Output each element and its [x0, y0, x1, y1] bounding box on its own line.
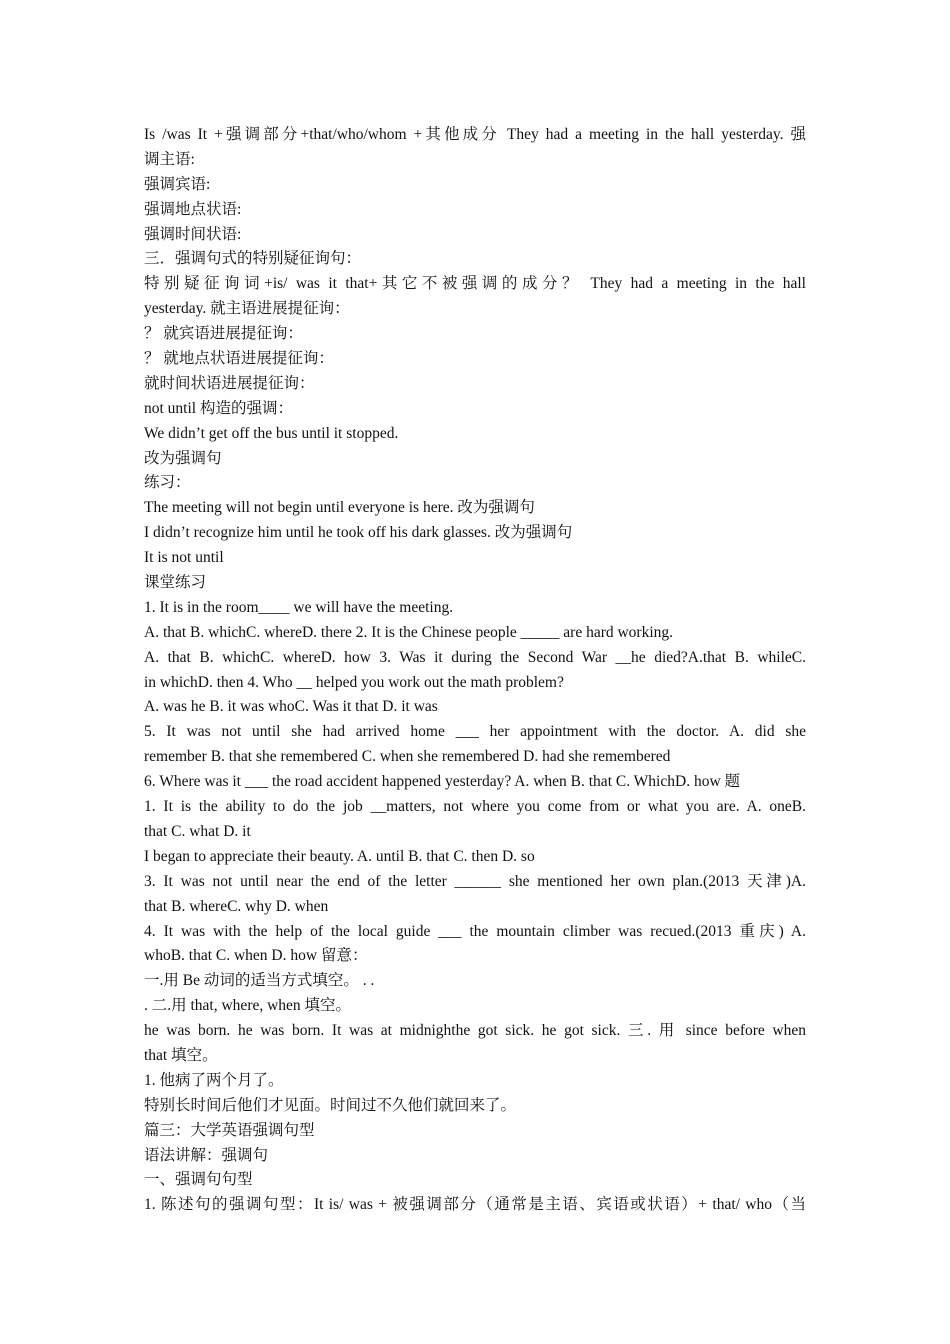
- text-line: that B. whereC. why D. when: [144, 897, 329, 915]
- text-line: 课堂练习: [144, 574, 207, 592]
- text-line: 4. It was with the help of the local guide ___ the mountain climber was recued.(2013 重庆) A.: [144, 922, 806, 940]
- text-line: 篇三：大学英语强调句型: [144, 1121, 315, 1139]
- text-line: not until 构造的强调：: [144, 399, 293, 417]
- text-line: 特别长时间后他们才见面。时间过不久他们就回来了。: [144, 1096, 517, 1114]
- text-line: 就时间状语进展提征询：: [144, 374, 315, 392]
- text-line: 6. Where was it ___ the road accident happened yesterday? A. when B. that C. WhichD. how 题: [144, 773, 741, 791]
- text-line: 调主语:: [144, 150, 195, 168]
- document-body: [144, 123, 806, 1218]
- text-line: The meeting will not begin until everyone is here. 改为强调句: [144, 499, 535, 517]
- text-line: 1. 他病了两个月了。: [144, 1071, 284, 1089]
- text-line: 强调宾语:: [144, 175, 211, 193]
- text-line: yesterday. 就主语进展提征询：: [144, 300, 350, 318]
- text-line: remember B. that she remembered C. when she remembered D. had she remembered: [144, 748, 671, 766]
- text-line: that 填空。: [144, 1046, 218, 1064]
- text-line: It is not until: [144, 549, 224, 567]
- text-line: 1. It is the ability to do the job __matters, not where you come from or what you are. A. oneB.: [144, 798, 806, 816]
- text-line: that C. what D. it: [144, 822, 251, 840]
- text-line: whoB. that C. when D. how 留意：: [144, 947, 368, 965]
- text-line: ？ 就宾语进展提征询：: [144, 325, 303, 343]
- text-line: . 二.用 that, where, when 填空。: [144, 997, 352, 1015]
- text-line: I began to appreciate their beauty. A. until B. that C. then D. so: [144, 847, 535, 865]
- text-line: 强调时间状语:: [144, 225, 242, 243]
- text-line: 特别疑征询词+is/ was it that+其它不被强调的成分？ They had a meeting in the hall: [144, 275, 806, 293]
- text-line: A. was he B. it was whoC. Was it that D. it was: [144, 698, 438, 716]
- text-line: 一.用 Be 动词的适当方式填空。 . .: [144, 972, 375, 990]
- text-line: 语法讲解：强调句: [144, 1146, 269, 1164]
- text-line: 5. It was not until she had arrived home ___ her appointment with the doctor. A. did she: [144, 723, 806, 741]
- text-line: he was born. he was born. It was at midnighthe got sick. he got sick. 三. 用 since before when: [144, 1022, 806, 1040]
- text-line: Is /was It +强调部分+that/who/whom +其他成分 They had a meeting in the hall yesterday. 强: [144, 126, 806, 143]
- text-line: 强调地点状语:: [144, 200, 242, 218]
- text-line: 1. It is in the room____ we will have the meeting.: [144, 598, 454, 616]
- text-line: A. that B. whichC. whereD. there 2. It is the Chinese people _____ are hard working.: [144, 623, 674, 641]
- text-line: 改为强调句: [144, 449, 222, 467]
- text-line: A. that B. whichC. whereD. how 3. Was it during the Second War __he died?A.that B. whileC.: [144, 648, 806, 666]
- document-page: [144, 123, 806, 1218]
- text-line: 练习：: [144, 474, 191, 492]
- text-line: 1. 陈述句的强调句型：It is/ was + 被强调部分（通常是主语、宾语或状语）+ that/ who（当: [144, 1196, 806, 1214]
- text-line: We didn’t get off the bus until it stopped.: [144, 424, 399, 442]
- text-line: I didn’t recognize him until he took off his dark glasses. 改为强调句: [144, 524, 573, 542]
- text-line: in whichD. then 4. Who __ helped you work out the math problem?: [144, 673, 564, 691]
- text-line: ？ 就地点状语进展提征询：: [144, 350, 334, 368]
- text-line: 一、强调句句型: [144, 1171, 253, 1189]
- text-line: 三．强调句式的特别疑征询句：: [144, 250, 362, 268]
- text-line: 3. It was not until near the end of the letter ______ she mentioned her own plan.(2013 天津)A.: [144, 872, 806, 890]
